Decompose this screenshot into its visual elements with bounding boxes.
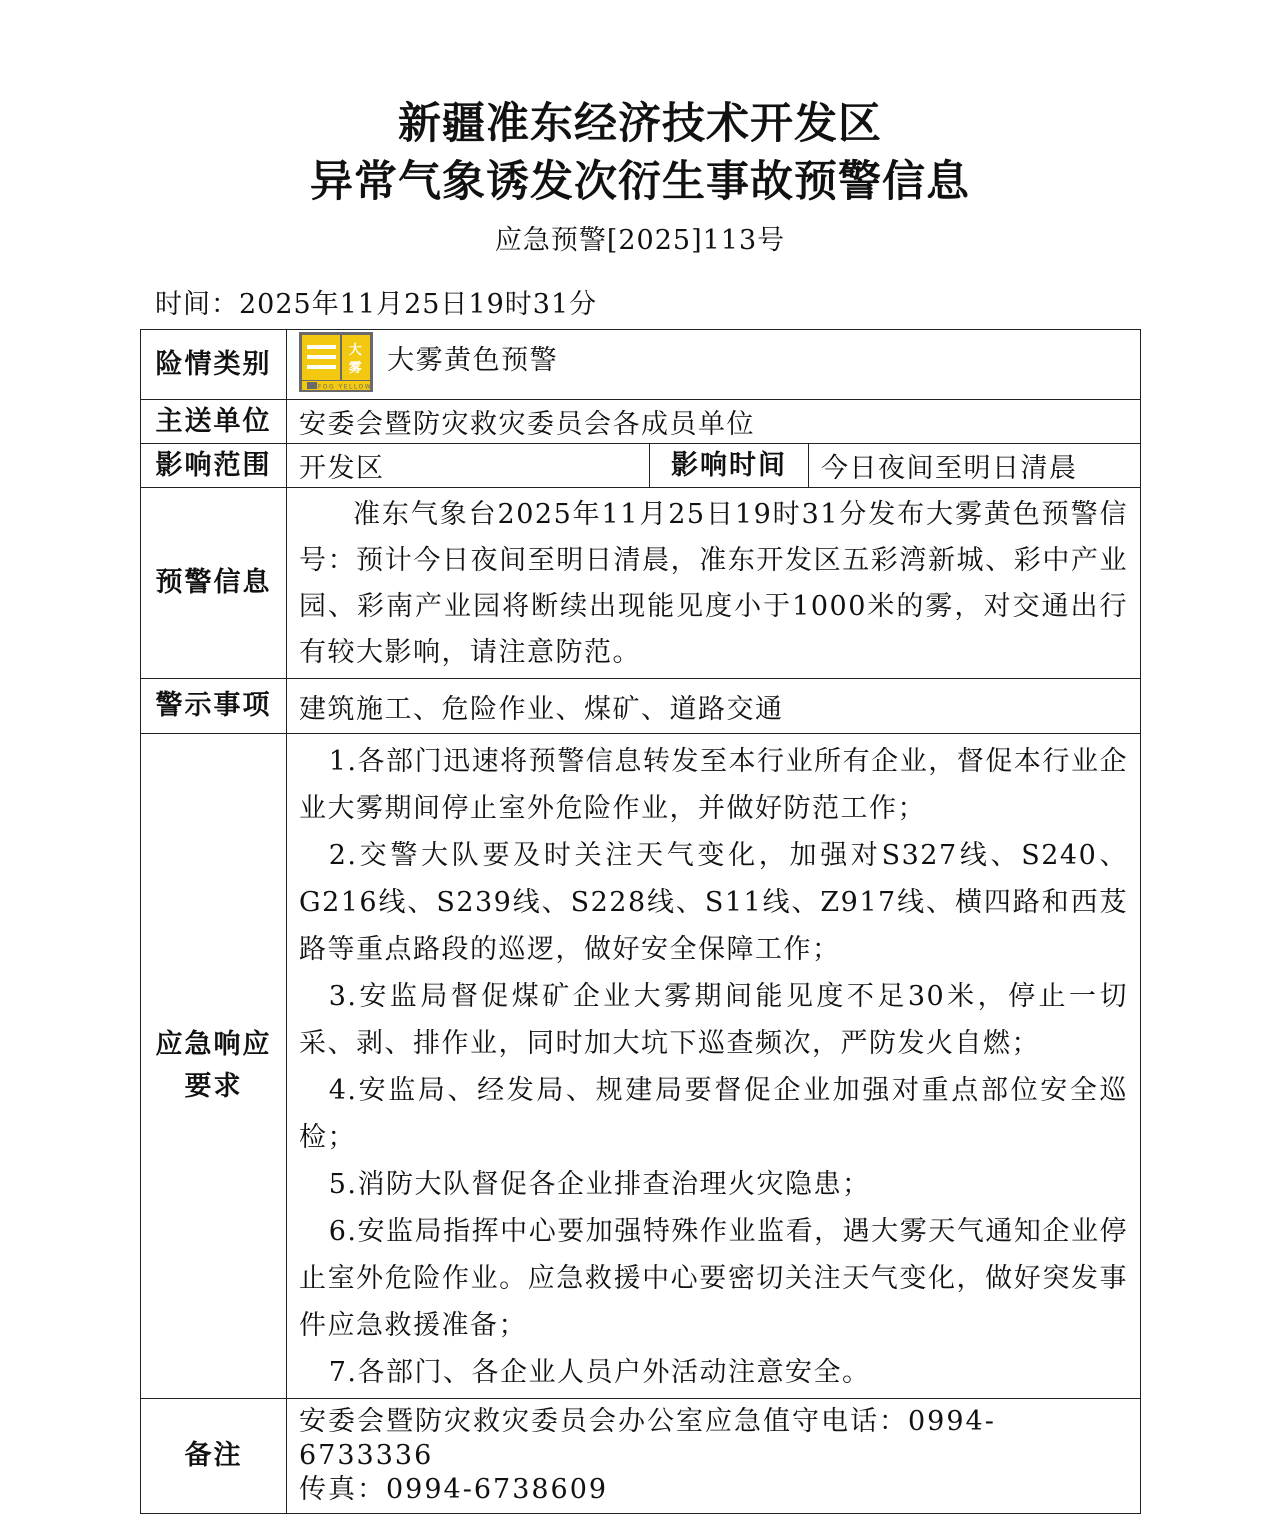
recipient-value: 安委会暨防灾救灾委员会各成员单位 <box>287 400 1141 444</box>
response-item: 4.安监局、经发局、规建局要督促企业加强对重点部位安全巡检； <box>299 1075 1128 1153</box>
impact-time-value: 今日夜间至明日清晨 <box>809 444 1141 488</box>
issue-time: 时间：2025年11月25日19时31分 <box>155 289 598 320</box>
warning-info-cell <box>287 488 1141 679</box>
document-number: 应急预警[2025]113号 <box>494 225 786 256</box>
remarks-label: 备注 <box>141 1399 287 1514</box>
response-label-line1: 应急响应 <box>155 1029 272 1061</box>
warning-info-text: 准东气象台2025年11月25日19时31分发布大雾黄色预警信号：预计今日夜间至明日清晨，准东开发区五彩湾新城、彩中产业园、彩南产业园将断续出现能见度小于1000米的雾，对交通出行有较大影响，请注意防范。 <box>299 499 1128 668</box>
row-remarks <box>141 1399 1141 1514</box>
svg-text:FOG YELLOW: FOG YELLOW <box>317 383 373 391</box>
risk-type-cell <box>287 330 1141 400</box>
response-item: 7.各部门、各企业人员户外活动注意安全。 <box>328 1357 871 1388</box>
svg-text:大: 大 <box>348 343 364 358</box>
remarks-fax: 传真：0994-6738609 <box>299 1474 609 1505</box>
response-items <box>287 734 1141 1399</box>
fog-yellow-warning-icon <box>299 332 373 399</box>
alert-items-value: 建筑施工、危险作业、煤矿、道路交通 <box>287 679 1141 734</box>
impact-area-label: 影响范围 <box>141 444 287 488</box>
row-risk-type <box>141 330 1141 400</box>
row-alert-items <box>141 679 1141 734</box>
response-item: 2.交警大队要及时关注天气变化，加强对S327线、S240、G216线、S239线、S228线、S11线、Z917线、横四路和西芨路等重点路段的巡逻，做好安全保障工作； <box>299 840 1128 965</box>
document-title-line1: 新疆准东经济技术开发区 <box>398 99 882 149</box>
response-item: 6.安监局指挥中心要加强特殊作业监看，遇大雾天气通知企业停止室外危险作业。应急救援中心要密切关注天气变化，做好突发事件应急救援准备； <box>299 1216 1128 1341</box>
svg-text:雾: 雾 <box>348 361 364 376</box>
document-title-line2: 异常气象诱发次衍生事故预警信息 <box>310 157 970 207</box>
response-label <box>141 734 287 1399</box>
risk-type-label: 险情类别 <box>141 330 287 400</box>
row-impact <box>141 444 1141 488</box>
row-response <box>141 734 1141 1399</box>
recipient-label: 主送单位 <box>141 400 287 444</box>
alert-items-label: 警示事项 <box>141 679 287 734</box>
warning-table <box>140 329 1141 1514</box>
warning-info-label: 预警信息 <box>141 488 287 679</box>
response-label-line2: 要求 <box>184 1071 243 1102</box>
row-recipient <box>141 400 1141 444</box>
row-warning-info <box>141 488 1141 679</box>
response-item: 1.各部门迅速将预警信息转发至本行业所有企业，督促本行业企业大雾期间停止室外危险作业，并做好防范工作； <box>299 746 1128 824</box>
response-item: 3.安监局督促煤矿企业大雾期间能见度不足30米，停止一切采、剥、排作业，同时加大坑下巡查频次，严防发火自燃； <box>299 981 1128 1059</box>
remarks-phone: 安委会暨防灾救灾委员会办公室应急值守电话：0994-6733336 <box>299 1406 996 1471</box>
impact-area-value: 开发区 <box>287 444 650 488</box>
response-item: 5.消防大队督促各企业排查治理火灾隐患； <box>328 1169 871 1200</box>
remarks-cell <box>287 1399 1141 1514</box>
risk-type-value: 大雾黄色预警 <box>387 345 559 376</box>
impact-time-label: 影响时间 <box>650 444 809 488</box>
